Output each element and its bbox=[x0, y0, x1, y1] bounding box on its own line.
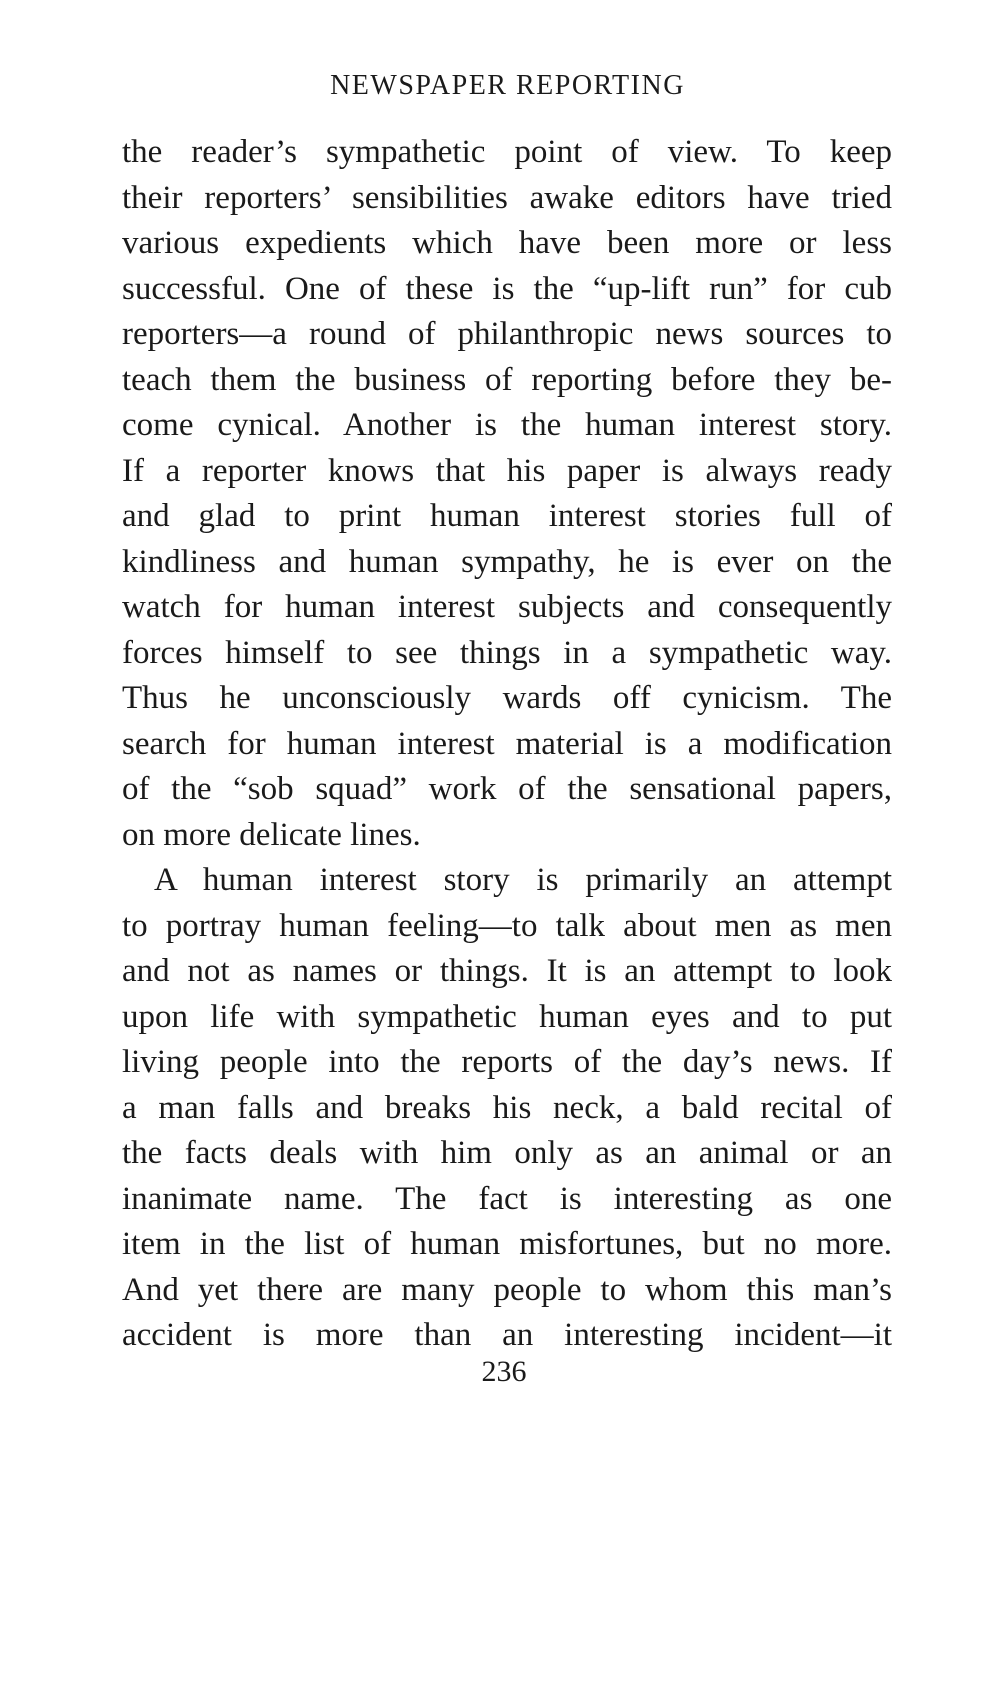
text-line: to portray human feeling—to talk about men as men bbox=[122, 907, 892, 944]
text-line: A human interest story is primarily an attempt bbox=[154, 862, 892, 898]
text-line: And yet there are many people to whom this man’s bbox=[122, 1271, 892, 1308]
body-text bbox=[122, 130, 892, 1359]
text-line: item in the list of human misfortunes, but no more. bbox=[122, 1226, 892, 1262]
paragraph-1 bbox=[122, 130, 892, 858]
text-line: watch for human interest subjects and consequently bbox=[122, 589, 892, 625]
text-line: kindliness and human sympathy, he is ever on the bbox=[122, 543, 892, 580]
paragraph-2 bbox=[122, 858, 892, 1359]
text-line: Thus he unconsciously wards off cynicism. The bbox=[122, 680, 892, 716]
text-line: successful. One of these is the “up-lift run” for cub bbox=[122, 270, 892, 307]
text-line: teach them the business of reporting before they be- bbox=[122, 361, 892, 398]
text-line: the reader’s sympathetic point of view. To keep bbox=[122, 134, 892, 170]
text-line: and glad to print human interest stories full of bbox=[122, 498, 892, 534]
text-line: living people into the reports of the day’s news. If bbox=[122, 1044, 892, 1080]
text-line: on more delicate lines. bbox=[122, 816, 421, 853]
text-line: a man falls and breaks his neck, a bald recital of bbox=[122, 1089, 892, 1126]
text-line: come cynical. Another is the human interest story. bbox=[122, 407, 892, 443]
page-number: 236 bbox=[481, 1355, 527, 1388]
text-line: and not as names or things. It is an attempt to look bbox=[122, 953, 892, 989]
text-line: search for human interest material is a modification bbox=[122, 725, 892, 762]
text-line: accident is more than an interesting incident—it bbox=[122, 1317, 892, 1353]
text-line: various expedients which have been more or less bbox=[122, 225, 892, 261]
text-line: If a reporter knows that his paper is always ready bbox=[122, 452, 892, 489]
text-line: forces himself to see things in a sympathetic way. bbox=[122, 634, 892, 671]
text-line: inanimate name. The fact is interesting as one bbox=[122, 1180, 892, 1217]
running-head: NEWSPAPER REPORTING bbox=[330, 70, 685, 101]
text-line: of the “sob squad” work of the sensational papers, bbox=[122, 771, 892, 807]
text-line: the facts deals with him only as an animal or an bbox=[122, 1135, 892, 1171]
text-line: their reporters’ sensibilities awake editors have tried bbox=[122, 179, 892, 216]
text-line: upon life with sympathetic human eyes and to put bbox=[122, 998, 892, 1035]
text-line: reporters—a round of philanthropic news sources to bbox=[122, 316, 892, 352]
